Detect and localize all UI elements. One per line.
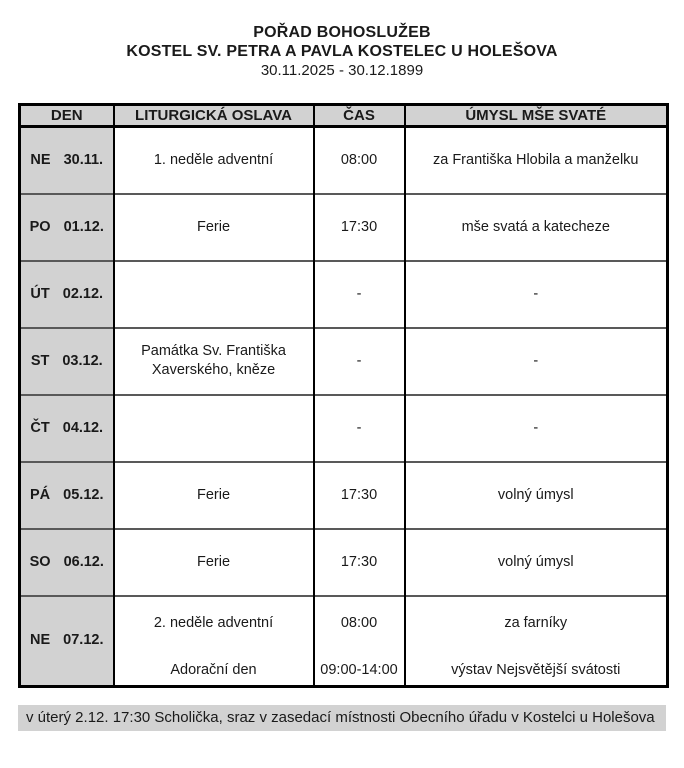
col-header-cas: ČAS	[314, 105, 405, 127]
intention-cell-line: mše svatá a katecheze	[461, 218, 610, 235]
time-cell	[314, 127, 405, 194]
day-cell	[20, 529, 114, 596]
time-cell-line: 17:30	[340, 553, 378, 570]
intention-cell-line: -	[533, 352, 539, 369]
header-row	[20, 105, 668, 127]
schedule-table-header	[20, 105, 668, 127]
table-row	[20, 261, 668, 328]
schedule-table-body	[20, 127, 668, 687]
celebration-cell-line: Památka Sv. Františka Xaverského, kněze	[141, 343, 286, 378]
day-cell	[20, 462, 114, 529]
intention-cell	[405, 395, 668, 462]
time-cell-line: -	[356, 285, 362, 302]
day-cell	[20, 261, 114, 328]
table-row	[20, 529, 668, 596]
day-date: 30.11.	[63, 151, 104, 168]
table-row	[20, 127, 668, 194]
table-row	[20, 395, 668, 462]
celebration-cell-line: 1. neděle adventní	[153, 151, 274, 168]
time-cell-line: -	[356, 419, 362, 436]
day-abbr: NE	[30, 151, 51, 168]
day-cell	[20, 127, 114, 194]
time-cell-line: 08:00	[340, 614, 378, 631]
time-cell-line: 09:00-14:00	[320, 661, 398, 678]
time-cell	[314, 596, 405, 687]
col-header-umysl: ÚMYSL MŠE SVATÉ	[405, 105, 668, 127]
celebration-cell-line: Ferie	[196, 218, 231, 235]
intention-cell-line: -	[533, 419, 539, 436]
intention-cell	[405, 261, 668, 328]
day-abbr: PO	[29, 218, 51, 235]
time-cell	[314, 261, 405, 328]
day-date: 07.12.	[63, 632, 104, 648]
celebration-cell-line: Ferie	[196, 486, 231, 503]
page-title: POŘAD BOHOSLUŽEB	[253, 24, 431, 41]
intention-cell	[405, 328, 668, 395]
day-abbr: ÚT	[30, 285, 50, 302]
celebration-cell	[114, 328, 314, 395]
time-cell-line: 17:30	[340, 486, 378, 503]
table-row	[20, 462, 668, 529]
day-date: 02.12.	[62, 285, 104, 302]
time-cell	[314, 194, 405, 261]
day-date: 05.12.	[63, 486, 104, 503]
intention-cell-line: -	[533, 285, 539, 302]
schedule-table	[18, 103, 669, 688]
celebration-cell	[114, 194, 314, 261]
day-date: 01.12.	[63, 218, 104, 235]
celebration-cell	[114, 529, 314, 596]
celebration-cell-line: Adorační den	[170, 661, 257, 678]
day-date: 06.12.	[63, 553, 104, 570]
intention-cell-line: za farníky	[504, 614, 568, 631]
celebration-cell-line: 2. neděle adventní	[153, 614, 274, 631]
table-row	[20, 328, 668, 395]
day-abbr: NE	[30, 632, 51, 648]
intention-cell-line: volný úmysl	[497, 486, 574, 503]
time-cell-line: 17:30	[340, 218, 378, 235]
intention-cell-line: za Františka Hlobila a manželku	[432, 151, 639, 168]
time-cell-line: 08:00	[340, 151, 378, 168]
celebration-cell	[114, 127, 314, 194]
day-abbr: SO	[29, 553, 51, 570]
celebration-cell-line: Ferie	[196, 553, 231, 570]
document-header	[0, 0, 684, 81]
table-row	[20, 194, 668, 261]
time-cell	[314, 462, 405, 529]
intention-cell	[405, 596, 668, 687]
table-row	[20, 596, 668, 687]
celebration-cell	[114, 395, 314, 462]
date-range: 30.11.2025 - 30.12.1899	[260, 62, 424, 79]
time-cell-line: -	[356, 352, 362, 369]
day-abbr: PÁ	[30, 486, 51, 503]
day-abbr: ČT	[30, 419, 50, 436]
intention-cell	[405, 194, 668, 261]
intention-cell-line: výstav Nejsvětější svátosti	[451, 661, 621, 678]
day-date: 03.12.	[62, 352, 103, 369]
day-date: 04.12.	[62, 419, 104, 436]
day-cell	[20, 596, 114, 687]
celebration-cell	[114, 462, 314, 529]
col-header-oslava: LITURGICKÁ OSLAVA	[114, 105, 314, 127]
page-subtitle: KOSTEL SV. PETRA A PAVLA KOSTELEC U HOLEŠOVA	[126, 43, 558, 60]
day-cell	[20, 194, 114, 261]
footer-note: v úterý 2.12. 17:30 Scholička, sraz v zasedací místnosti Obecního úřadu v Kostelci u Holešova	[18, 705, 666, 731]
intention-cell	[405, 127, 668, 194]
day-cell	[20, 395, 114, 462]
time-cell	[314, 529, 405, 596]
intention-cell-line: volný úmysl	[497, 553, 574, 570]
intention-cell	[405, 529, 668, 596]
celebration-cell	[114, 261, 314, 328]
col-header-den: DEN	[20, 105, 114, 127]
time-cell	[314, 328, 405, 395]
intention-cell	[405, 462, 668, 529]
day-abbr: ST	[30, 352, 50, 369]
day-cell	[20, 328, 114, 395]
celebration-cell	[114, 596, 314, 687]
time-cell	[314, 395, 405, 462]
